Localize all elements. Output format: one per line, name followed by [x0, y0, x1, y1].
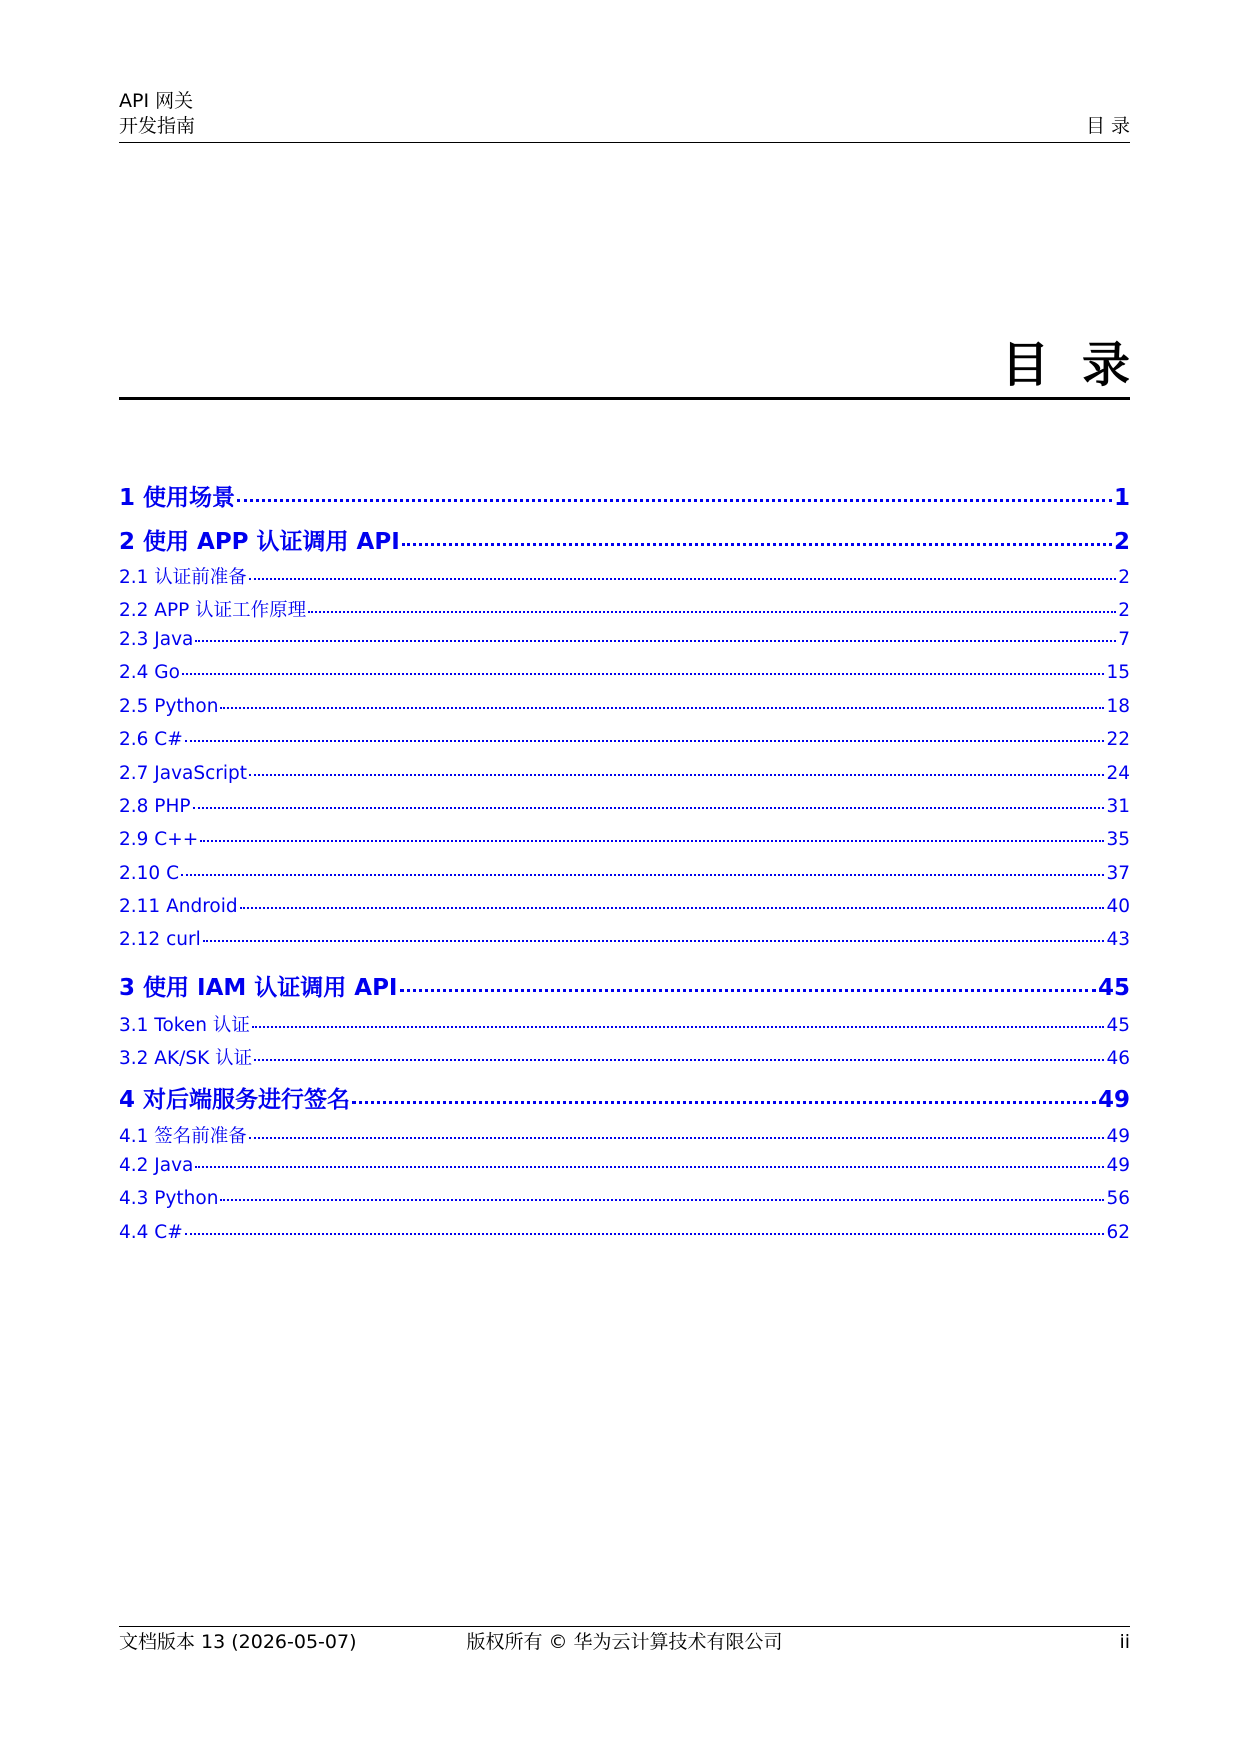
- toc-entry-page: 35: [1106, 829, 1130, 850]
- toc-dot-leader: [308, 611, 1116, 613]
- toc-entry-page: 45: [1097, 975, 1130, 1001]
- toc-entry[interactable]: [119, 1011, 1130, 1035]
- toc-entry-label: 2.10 C: [119, 863, 179, 884]
- toc-dot-leader: [249, 774, 1104, 776]
- toc-entry-label: 3.1 Token 认证: [119, 1015, 250, 1036]
- toc-entry[interactable]: [119, 629, 1130, 653]
- toc-entry[interactable]: [119, 1044, 1130, 1068]
- toc-entry-label: 4.2 Java: [119, 1155, 194, 1176]
- toc-entry-page: 2: [1113, 529, 1130, 555]
- toc-entry-label: 3.2 AK/SK 认证: [119, 1048, 253, 1069]
- document-version: 文档版本 13 (2026-05-07): [119, 1631, 357, 1653]
- toc-entry-page: 56: [1106, 1188, 1130, 1209]
- header-product-name: API 网关: [119, 90, 194, 112]
- toc-entry[interactable]: [119, 729, 1130, 753]
- toc-entry[interactable]: [119, 896, 1130, 920]
- toc-entry-page: 40: [1106, 896, 1130, 917]
- toc-entry[interactable]: [119, 596, 1130, 620]
- page-title: 目 录: [1001, 337, 1138, 393]
- toc-entry[interactable]: [119, 796, 1130, 820]
- toc-dot-leader: [185, 740, 1105, 742]
- toc-dot-leader: [249, 578, 1116, 580]
- toc-entry[interactable]: [119, 969, 1130, 999]
- toc-entry[interactable]: [119, 479, 1130, 509]
- toc-entry-label: 2.8 PHP: [119, 796, 191, 817]
- toc-dot-leader: [193, 807, 1105, 809]
- toc-dot-leader: [195, 1166, 1104, 1168]
- toc-entry[interactable]: [119, 1188, 1130, 1212]
- header-document-name: 开发指南: [119, 115, 196, 137]
- toc-entry-page: 43: [1106, 929, 1130, 950]
- toc-entry-label: 3 使用 IAM 认证调用 API: [119, 975, 398, 1001]
- toc-entry-label: 4.4 C#: [119, 1222, 183, 1243]
- toc-entry[interactable]: [119, 863, 1130, 887]
- toc-entry-page: 18: [1106, 696, 1130, 717]
- toc-entry-label: 2 使用 APP 认证调用 API: [119, 529, 400, 555]
- toc-dot-leader: [185, 1233, 1105, 1235]
- toc-entry-page: 22: [1106, 729, 1130, 750]
- toc-dot-leader: [400, 989, 1096, 992]
- title-divider: [119, 397, 1130, 400]
- toc-entry-label: 2.11 Android: [119, 896, 238, 917]
- toc-entry[interactable]: [119, 1081, 1130, 1111]
- toc-entry[interactable]: [119, 696, 1130, 720]
- toc-entry[interactable]: [119, 829, 1130, 853]
- toc-entry-label: 4 对后端服务进行签名: [119, 1087, 351, 1113]
- toc-entry[interactable]: [119, 523, 1130, 553]
- toc-entry-page: 45: [1106, 1015, 1130, 1036]
- toc-entry-page: 49: [1097, 1087, 1130, 1113]
- toc-entry-page: 37: [1106, 863, 1130, 884]
- header-section-name: 目 录: [1085, 115, 1130, 137]
- toc-entry-label: 2.5 Python: [119, 696, 219, 717]
- toc-dot-leader: [181, 874, 1104, 876]
- toc-entry[interactable]: [119, 763, 1130, 787]
- toc-entry-label: 2.1 认证前准备: [119, 567, 247, 588]
- toc-dot-leader: [254, 1059, 1104, 1061]
- toc-entry-page: 49: [1106, 1126, 1130, 1147]
- toc-dot-leader: [249, 1137, 1105, 1139]
- toc-dot-leader: [352, 1101, 1096, 1104]
- toc-dot-leader: [402, 543, 1112, 546]
- toc-entry[interactable]: [119, 1222, 1130, 1246]
- toc-entry-page: 15: [1106, 662, 1130, 683]
- toc-entry-label: 4.1 签名前准备: [119, 1126, 247, 1147]
- toc-dot-leader: [182, 673, 1104, 675]
- toc-entry-page: 31: [1106, 796, 1130, 817]
- page-header: [119, 88, 1130, 143]
- toc-entry-label: 2.9 C++: [119, 829, 199, 850]
- toc-entry-label: 4.3 Python: [119, 1188, 219, 1209]
- toc-entry-label: 1 使用场景: [119, 485, 236, 511]
- toc-dot-leader: [240, 907, 1105, 909]
- toc-entry-label: 2.2 APP 认证工作原理: [119, 600, 307, 621]
- toc-entry[interactable]: [119, 929, 1130, 953]
- toc-entry[interactable]: [119, 1122, 1130, 1146]
- toc-entry-page: 62: [1106, 1222, 1130, 1243]
- toc-entry-label: 2.4 Go: [119, 662, 180, 683]
- page-footer: [119, 1626, 1130, 1657]
- toc-entry-page: 24: [1106, 763, 1130, 784]
- toc-dot-leader: [200, 840, 1104, 842]
- toc-dot-leader: [195, 640, 1116, 642]
- toc-entry-page: 1: [1113, 485, 1130, 511]
- toc-entry-page: 49: [1106, 1155, 1130, 1176]
- toc-entry-label: 2.3 Java: [119, 629, 194, 650]
- toc-entry[interactable]: [119, 563, 1130, 587]
- toc-entry-page: 2: [1118, 567, 1130, 588]
- toc-dot-leader: [220, 1199, 1104, 1201]
- toc-dot-leader: [237, 499, 1112, 502]
- copyright-notice: 版权所有 © 华为云计算技术有限公司: [466, 1631, 783, 1653]
- toc-entry-page: 2: [1118, 600, 1130, 621]
- toc-entry-label: 2.6 C#: [119, 729, 183, 750]
- toc-entry[interactable]: [119, 1155, 1130, 1179]
- toc-entry-page: 7: [1118, 629, 1130, 650]
- page-number: ii: [1119, 1631, 1130, 1653]
- toc-entry-label: 2.7 JavaScript: [119, 763, 248, 784]
- toc-entry-label: 2.12 curl: [119, 929, 201, 950]
- toc-entry[interactable]: [119, 662, 1130, 686]
- toc-dot-leader: [252, 1026, 1105, 1028]
- toc-dot-leader: [220, 707, 1104, 709]
- toc-dot-leader: [203, 940, 1105, 942]
- toc-entry-page: 46: [1106, 1048, 1130, 1069]
